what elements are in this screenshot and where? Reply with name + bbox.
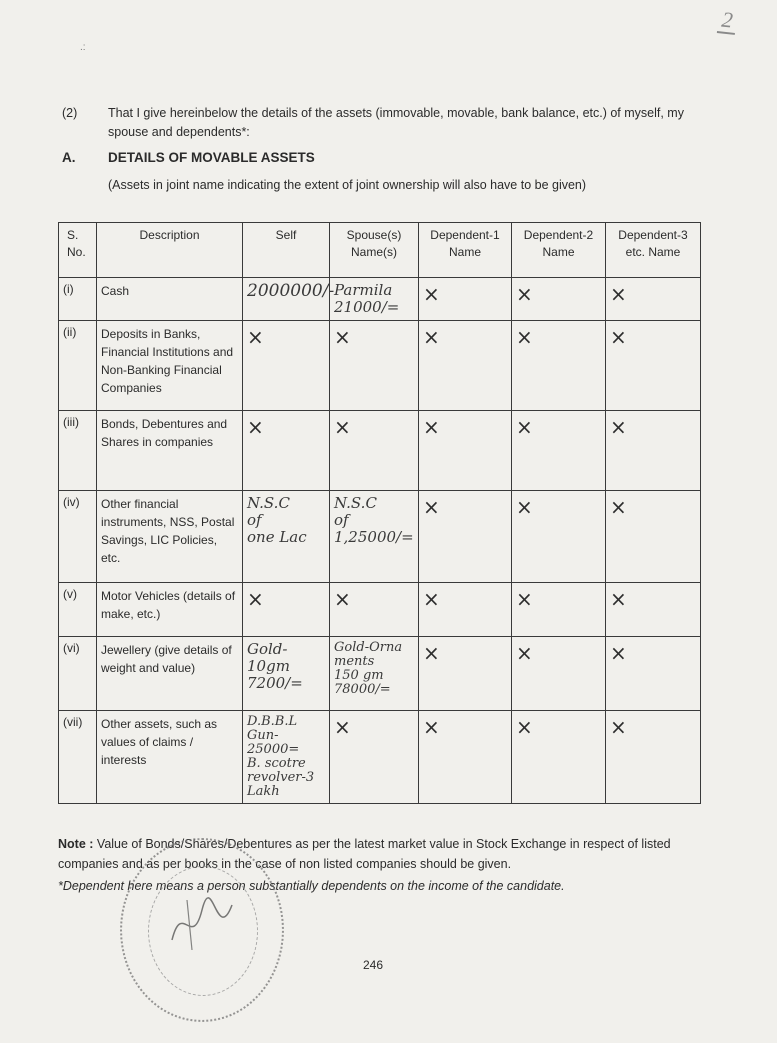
cross-mark: × [247,587,264,611]
table-row [59,278,701,321]
cross-mark: × [610,587,627,611]
cross-mark: × [516,325,533,349]
spouse-value [330,637,419,711]
self-value [243,491,330,583]
dependent-1-value [419,637,512,711]
spouse-value [330,321,419,411]
spouse-value [330,491,419,583]
self-value [243,321,330,411]
row-description: Motor Vehicles (details of make, etc.) [97,583,243,637]
table-header-row [59,223,701,278]
header-dependent-2: Dependent-2 Name [512,223,606,278]
dependent-3-value [606,321,701,411]
cross-mark: × [423,587,440,611]
table-row [59,583,701,637]
dependent-1-value [419,321,512,411]
row-sno: (ii) [59,321,97,411]
cross-mark: × [610,415,627,439]
self-value [243,711,330,804]
dependent-2-value [512,278,606,321]
row-description: Cash [97,278,243,321]
row-description: Other assets, such as values of claims / interests [97,711,243,804]
dependent-1-value [419,711,512,804]
dependent-2-value [512,711,606,804]
dependent-1-value [419,583,512,637]
self-value [243,583,330,637]
header-self: Self [243,223,330,278]
table-row [59,411,701,491]
cross-mark: × [423,325,440,349]
section-heading [62,150,315,165]
handwritten-entry: Gold-10gm 7200/= [247,640,303,692]
row-sno: (iv) [59,491,97,583]
spouse-value [330,711,419,804]
dependent-3-value [606,411,701,491]
row-sno: (vii) [59,711,97,804]
row-sno: (iii) [59,411,97,491]
handwritten-entry: Gold-Orna ments 150 gm 78000/= [334,640,403,697]
handwritten-entry: 2000000/- [247,281,335,301]
dependent-2-value [512,491,606,583]
signature-scribble [162,880,242,960]
cross-mark: × [516,415,533,439]
handwritten-entry: Parmila 21000/= [334,281,400,316]
header-dependent-1: Dependent-1 Name [419,223,512,278]
self-value [243,411,330,491]
table-row [59,637,701,711]
handwritten-entry: N.S.C of one Lac [247,494,307,546]
cross-mark: × [423,641,440,665]
cross-mark: × [423,715,440,739]
official-seal [120,838,284,1022]
note-label: Note : [58,837,94,851]
handwritten-entry: N.S.C of 1,25000/= [334,494,414,546]
cross-mark: × [610,495,627,519]
page-number: 246 [363,958,384,972]
table-row [59,321,701,411]
row-description: Bonds, Debentures and Shares in companies [97,411,243,491]
section-letter: A. [62,150,76,165]
cross-mark: × [610,715,627,739]
dependent-3-value [606,637,701,711]
row-description: Other financial instruments, NSS, Postal Savings, LIC Policies, etc. [97,491,243,583]
cross-mark: × [516,641,533,665]
cross-mark: × [516,282,533,306]
dependent-3-value [606,491,701,583]
scan-speck: .: [80,42,86,53]
footnote: *Dependent here means a person substantially dependents on the income of the candidate. [58,879,565,893]
handwritten-entry: D.B.B.L Gun-25000= B. scotre revolver-3 Lakh [247,714,315,799]
dependent-3-value [606,711,701,804]
table-row [59,711,701,804]
cross-mark: × [610,282,627,306]
dependent-3-value [606,583,701,637]
header-sno: S. No. [59,223,97,278]
intro-number: (2) [62,106,78,120]
dependent-1-value [419,491,512,583]
self-value [243,278,335,321]
cross-mark: × [610,325,627,349]
cross-mark: × [423,282,440,306]
row-description: Jewellery (give details of weight and value) [97,637,243,711]
row-sno: (i) [59,278,97,321]
corner-page-mark [710,6,742,56]
cross-mark: × [516,587,533,611]
cross-mark: × [516,495,533,519]
header-spouse: Spouse(s) Name(s) [330,223,419,278]
row-sno: (v) [59,583,97,637]
section-title: DETAILS OF MOVABLE ASSETS [108,150,315,165]
cross-mark: × [334,587,351,611]
self-value [243,637,330,711]
dependent-1-value [419,411,512,491]
cross-mark: × [423,415,440,439]
dependent-3-value [606,278,701,321]
section-subtitle: (Assets in joint name indicating the extent of joint ownership will also have to be given) [108,178,587,192]
row-sno: (vi) [59,637,97,711]
dependent-2-value [512,637,606,711]
cross-mark: × [423,495,440,519]
cross-mark: × [610,641,627,665]
spouse-value [330,278,419,321]
dependent-2-value [512,583,606,637]
intro-text: That I give hereinbelow the details of the assets (immovable, movable, bank balance, etc.) of myself, my spouse and dependents*: [108,106,684,139]
cross-mark: × [334,715,351,739]
cross-mark: × [247,415,264,439]
corner-mark-text: 2 [720,6,735,33]
header-description: Description [97,223,243,278]
dependent-2-value [512,321,606,411]
dependent-1-value [419,278,512,321]
spouse-value [330,411,419,491]
row-description: Deposits in Banks, Financial Institutions and Non-Banking Financial Companies [97,321,243,411]
cross-mark: × [334,415,351,439]
movable-assets-table [58,222,701,804]
dependent-2-value [512,411,606,491]
cross-mark: × [334,325,351,349]
spouse-value [330,583,419,637]
cross-mark: × [247,325,264,349]
cross-mark: × [516,715,533,739]
note-text: Value of Bonds/Shares/Debentures as per the latest market value in Stock Exchange in respect of listed companies and as per books in the case of non listed companies should be given. [58,837,671,871]
table-row [59,491,701,583]
header-dependent-3: Dependent-3 etc. Name [606,223,701,278]
